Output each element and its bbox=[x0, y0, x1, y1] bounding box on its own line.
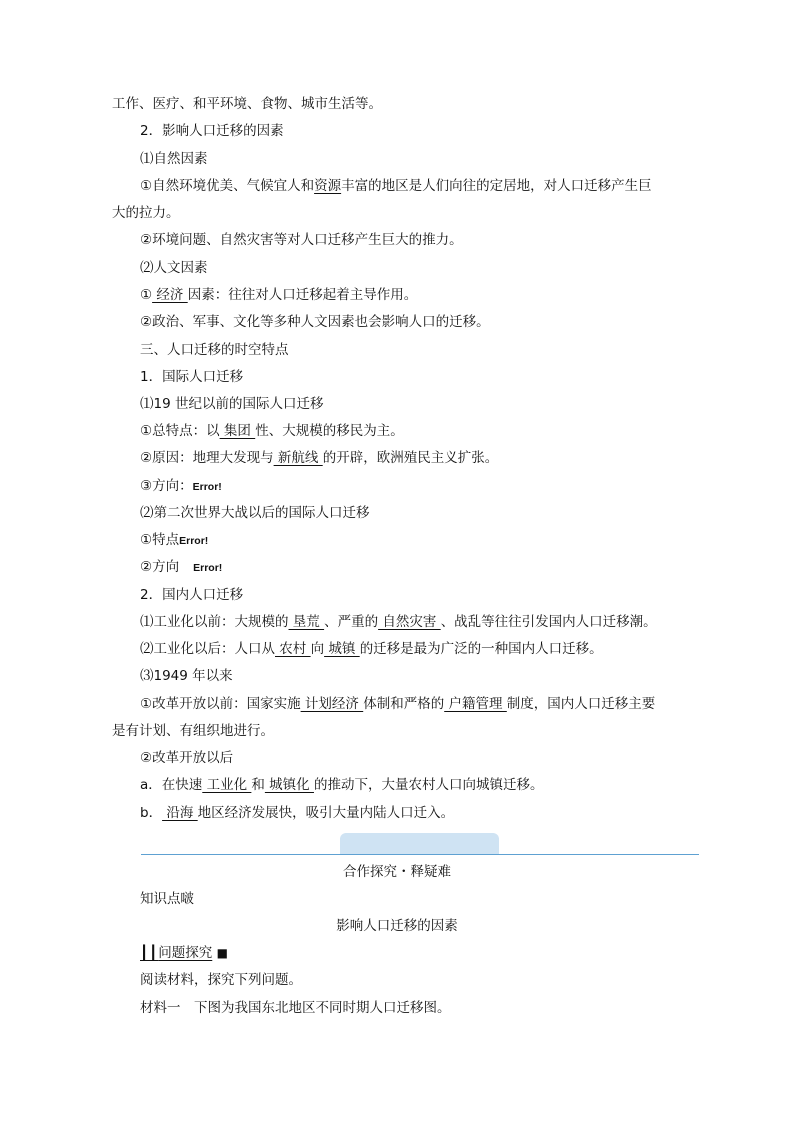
text: 知识点啵 bbox=[140, 891, 194, 907]
text: ①特点 bbox=[140, 532, 180, 548]
inquiry-heading bbox=[140, 943, 228, 963]
bars-icon: ┃┃ bbox=[140, 945, 159, 961]
text-line bbox=[112, 203, 180, 223]
section-band-tab bbox=[340, 833, 499, 855]
text: ①自然环境优美、气候宜人和 bbox=[140, 178, 315, 194]
text: 是有计划、有组织地进行。 bbox=[112, 723, 274, 739]
text: 合作探究・释疑难 bbox=[343, 864, 451, 880]
text: 的迁移是最为广泛的一种国内人口迁移。 bbox=[359, 641, 603, 657]
text: ①总特点：以 bbox=[140, 423, 220, 439]
text-line bbox=[140, 612, 657, 632]
text: 性、大规模的移民为主。 bbox=[255, 423, 404, 439]
text-line bbox=[112, 94, 382, 114]
text-line bbox=[140, 230, 463, 250]
topic-title bbox=[0, 916, 794, 936]
text: 和 bbox=[251, 777, 265, 793]
heading-line bbox=[140, 367, 243, 387]
text: ②改革开放以后 bbox=[140, 750, 234, 766]
text-line bbox=[140, 557, 222, 578]
text: ⑴19 世纪以前的国际人口迁移 bbox=[140, 396, 324, 412]
text-line bbox=[140, 639, 603, 659]
text-line bbox=[140, 970, 302, 990]
answer-blank: 沿海 bbox=[162, 805, 198, 821]
text: 问题探究 bbox=[158, 945, 213, 961]
text: ⑵人文因素 bbox=[140, 260, 208, 276]
text: 丰富的地区是人们向往的定居地，对人口迁移产生巨 bbox=[341, 178, 652, 194]
text: 三、人口迁移的时空特点 bbox=[140, 342, 289, 358]
text: a．在快速 bbox=[140, 777, 203, 793]
text: 2．影响人口迁移的因素 bbox=[140, 123, 284, 139]
heading-line bbox=[140, 585, 243, 605]
subheading-line bbox=[140, 258, 208, 278]
text: 因素：往往对人口迁移起着主导作用。 bbox=[187, 287, 418, 303]
text: ③方向： bbox=[140, 478, 193, 494]
answer-blank: 户籍管理 bbox=[444, 696, 507, 712]
answer-blank: 城镇化 bbox=[264, 777, 314, 793]
text: 体制和严格的 bbox=[363, 696, 445, 712]
answer-blank: 集团 bbox=[219, 423, 256, 439]
subheading-line bbox=[140, 394, 323, 414]
text: ②原因：地理大发现与 bbox=[140, 450, 274, 466]
error-field: Error! bbox=[192, 481, 222, 493]
answer-blank: 城镇 bbox=[324, 641, 360, 657]
error-field: Error! bbox=[179, 535, 209, 547]
error-field: Error! bbox=[193, 562, 223, 574]
text-line bbox=[140, 448, 498, 468]
text: 1．国际人口迁移 bbox=[140, 369, 244, 385]
text: 阅读材料，探究下列问题。 bbox=[140, 972, 302, 988]
answer-blank: 计划经济 bbox=[300, 696, 364, 712]
section-divider bbox=[141, 854, 699, 855]
square-icon: ■ bbox=[216, 946, 228, 960]
answer-blank: 自然灾害 bbox=[378, 614, 441, 630]
text: ②政治、军事、文化等多种人文因素也会影响人口的迁移。 bbox=[140, 314, 490, 330]
text: ②环境问题、自然灾害等对人口迁移产生巨大的推力。 bbox=[140, 232, 463, 248]
answer-blank: 工业化 bbox=[202, 777, 252, 793]
knowledge-label bbox=[140, 889, 194, 909]
text: 的推动下，大量农村人口向城镇迁移。 bbox=[313, 777, 544, 793]
text: 影响人口迁移的因素 bbox=[336, 918, 458, 934]
text-line bbox=[140, 421, 404, 441]
text-line bbox=[140, 803, 454, 823]
text: ⑶1949 年以来 bbox=[140, 668, 233, 684]
text-line bbox=[140, 312, 490, 332]
subheading-line bbox=[140, 149, 208, 169]
text-line bbox=[140, 476, 222, 497]
text: ②方向 bbox=[140, 559, 180, 575]
subheading-line bbox=[140, 503, 370, 523]
text-line bbox=[140, 694, 655, 714]
text: 的开辟，欧洲殖民主义扩张。 bbox=[322, 450, 499, 466]
answer-blank: 经济 bbox=[152, 287, 188, 303]
text: 2．国内人口迁移 bbox=[140, 587, 244, 603]
text-line bbox=[112, 721, 274, 741]
text: 地区经济发展快，吸引大量内陆人口迁入。 bbox=[197, 805, 455, 821]
text-line bbox=[140, 176, 652, 196]
text: ① bbox=[140, 287, 153, 303]
text: 向 bbox=[310, 641, 325, 657]
text: 制度，国内人口迁移主要 bbox=[506, 696, 656, 712]
section-heading bbox=[140, 340, 289, 360]
text: 大的拉力。 bbox=[112, 205, 180, 221]
text: 、严重的 bbox=[324, 614, 379, 630]
text-line bbox=[140, 748, 233, 768]
text: b． bbox=[140, 805, 163, 821]
answer-blank: 农村 bbox=[275, 641, 311, 657]
text: ⑴工业化以前：大规模的 bbox=[140, 614, 289, 630]
heading-line bbox=[140, 121, 284, 141]
text: 工作、医疗、和平环境、食物、城市生活等。 bbox=[112, 96, 382, 112]
text-line bbox=[140, 998, 451, 1018]
text: 材料一 下图为我国东北地区不同时期人口迁移图。 bbox=[140, 1000, 451, 1016]
text: ⑴自然因素 bbox=[140, 151, 208, 167]
subheading-line bbox=[140, 666, 233, 686]
answer-blank: 垦荒 bbox=[288, 614, 325, 630]
text: ①改革开放以前：国家实施 bbox=[140, 696, 301, 712]
text-line bbox=[140, 775, 543, 795]
text: 、战乱等往往引发国内人口迁移潮。 bbox=[440, 614, 657, 630]
answer-blank: 资源 bbox=[314, 178, 342, 194]
text: ⑵第二次世界大战以后的国际人口迁移 bbox=[140, 505, 370, 521]
text-line bbox=[140, 530, 208, 551]
answer-blank: 新航线 bbox=[273, 450, 323, 466]
section-title bbox=[0, 862, 794, 882]
text: ⑵工业化以后：人口从 bbox=[140, 641, 275, 657]
text-line bbox=[140, 285, 417, 305]
